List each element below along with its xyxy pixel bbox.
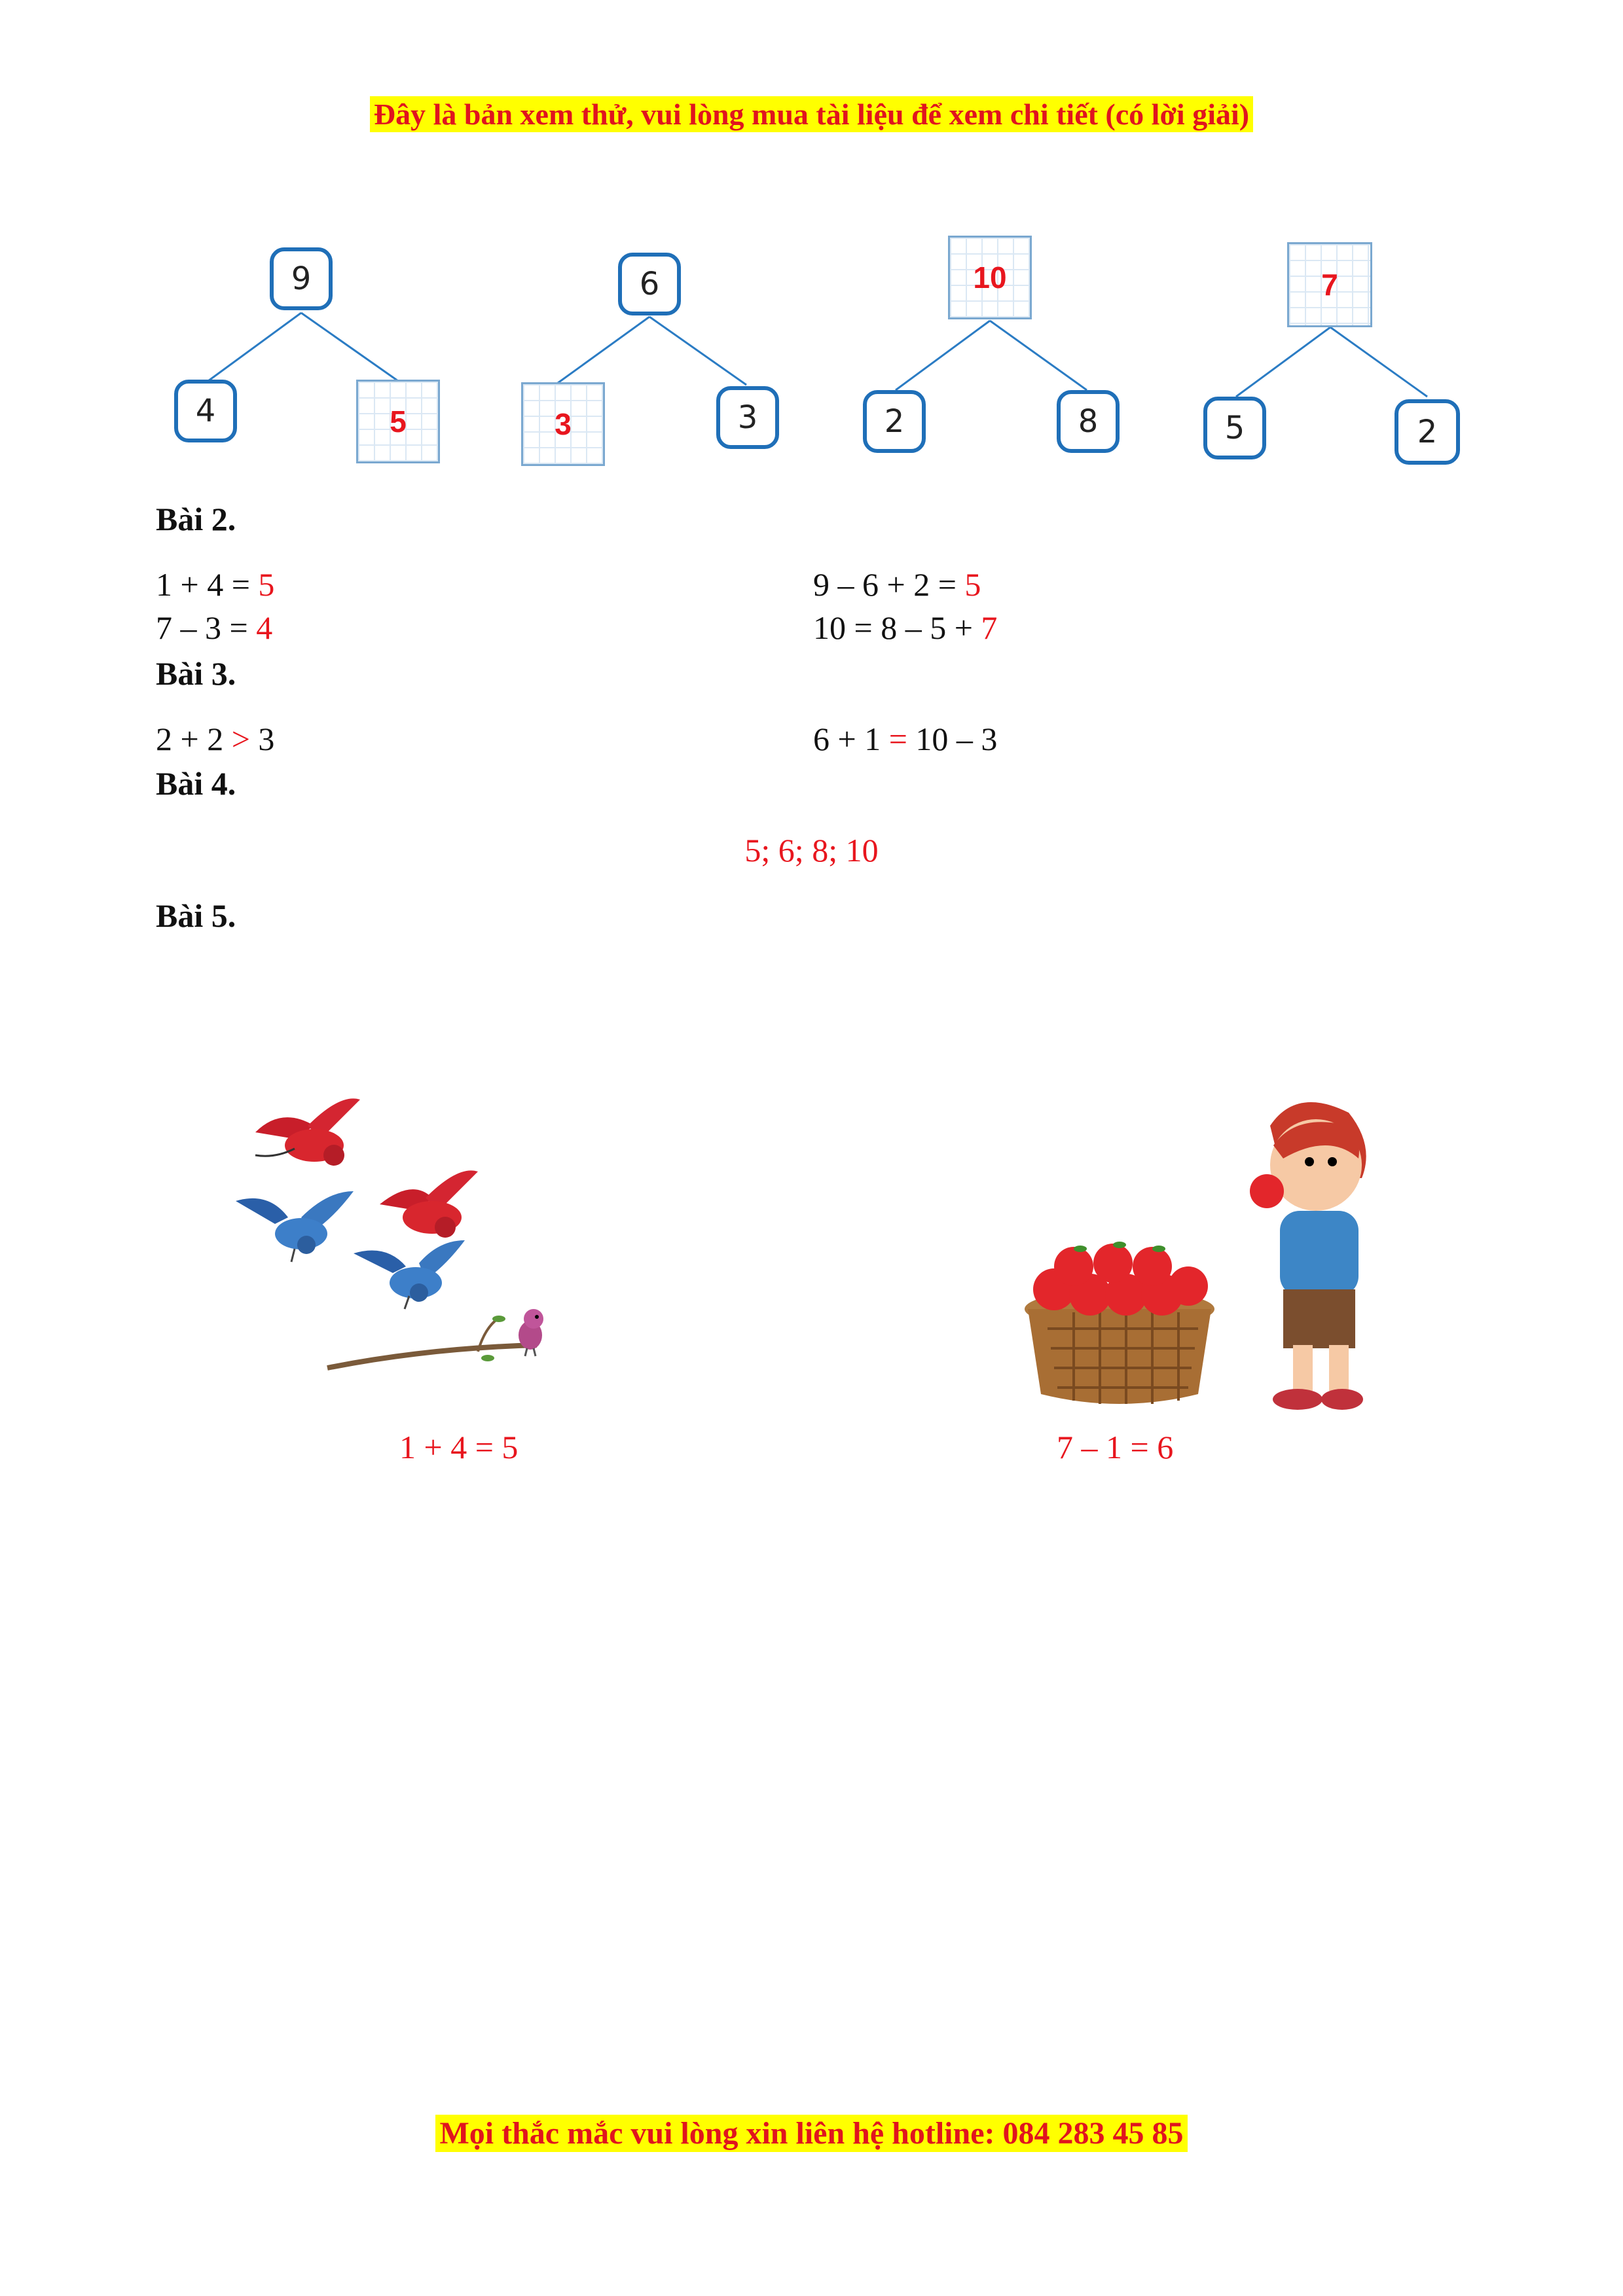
tree2-top-node: 6 (618, 253, 681, 315)
bai2-expr: 1 + 4 = (156, 566, 259, 603)
bai3-title: Bài 3. (156, 655, 236, 692)
boy-icon (1250, 1102, 1366, 1410)
tree4-left-node: 5 (1203, 397, 1266, 459)
bai5-title: Bài 5. (156, 897, 236, 934)
bai2-answer: 7 (981, 609, 998, 646)
tree-connector-lines (0, 0, 1623, 497)
bai2-row2-left (156, 606, 272, 649)
branch-icon (327, 1316, 537, 1368)
bai2-expr: 9 – 6 + 2 = (813, 566, 965, 603)
bai3-right-comparison (813, 717, 997, 761)
tree3-top-answer-box: 10 (948, 236, 1032, 319)
bai2-row1-right (813, 563, 981, 606)
bai4-title: Bài 4. (156, 765, 236, 802)
red-bird-icon (380, 1170, 478, 1238)
tree1-right-answer-box: 5 (356, 380, 440, 463)
bai5-right-equation: 7 – 1 = 6 (1057, 1429, 1174, 1465)
bai2-answer: 5 (258, 566, 275, 603)
perched-bird-icon (519, 1309, 543, 1356)
tree2-right-node: 3 (716, 386, 779, 449)
bai2-answer: 5 (964, 566, 981, 603)
bai4-answer: 5; 6; 8; 10 (744, 832, 879, 869)
tree1-top-node: 9 (270, 247, 333, 310)
red-bird-icon (255, 1098, 360, 1166)
bai3-left-op: > (231, 721, 250, 757)
bai3-left-comparison (156, 717, 274, 761)
blue-bird-icon (354, 1240, 465, 1309)
birds-illustration (229, 1093, 596, 1401)
tree1-left-node: 4 (174, 380, 237, 442)
tree2-left-answer-box: 3 (521, 382, 605, 466)
tree3-right-node: 8 (1057, 390, 1120, 453)
bai2-answer: 4 (256, 609, 273, 646)
tree3-left-node: 2 (863, 390, 926, 453)
bai3-right-op: = (888, 721, 907, 757)
bai2-expr: 7 – 3 = (156, 609, 257, 646)
apples-boy-illustration (1021, 1086, 1388, 1414)
bai2-row1-left (156, 563, 274, 606)
bai3-right-b: 10 – 3 (907, 721, 998, 757)
tree4-right-node: 2 (1395, 399, 1460, 465)
bai2-row2-right (813, 606, 997, 649)
bai3-left-b: 3 (249, 721, 275, 757)
preview-notice-text: Đây là bản xem thử, vui lòng mua tài liệu để xem chi tiết (có lời giải) (370, 96, 1253, 132)
blue-bird-icon (236, 1191, 354, 1262)
bai3-right-a: 6 + 1 (813, 721, 889, 757)
bai2-expr: 10 = 8 – 5 + (813, 609, 981, 646)
hotline-text: Mọi thắc mắc vui lòng xin liên hệ hotline: 084 283 45 85 (435, 2115, 1187, 2152)
tree4-top-answer-box: 7 (1287, 242, 1372, 327)
hotline-footer (0, 2115, 1623, 2151)
bai3-left-a: 2 + 2 (156, 721, 232, 757)
bai2-title: Bài 2. (156, 501, 236, 537)
bai5-left-equation: 1 + 4 = 5 (399, 1429, 519, 1465)
